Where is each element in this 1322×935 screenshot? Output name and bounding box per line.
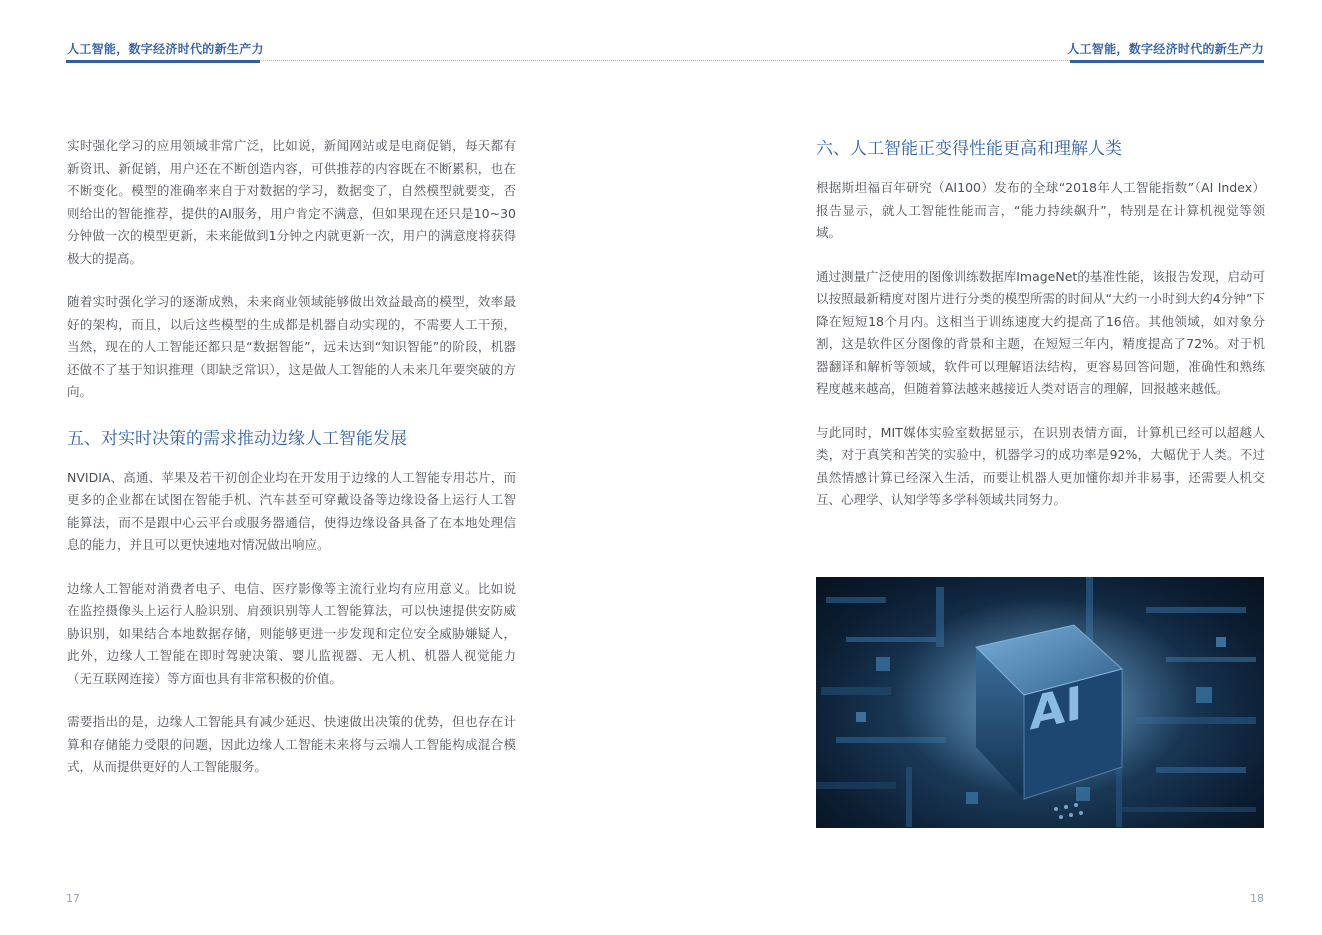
page-number-left: 17: [66, 892, 80, 905]
section-title-6: 六、人工智能正变得性能更高和理解人类: [816, 139, 1122, 159]
left-paragraph-1: 实时强化学习的应用领域非常广泛，比如说，新闻网站或是电商促销，每天都有新资讯、新促销，用户还在不断创造内容，可供推荐的内容既在不断累积，也在不断变化。模型的准确率来自于对数据的学习，数据变了，自然模型就要变，否则给出的智能推荐，提供的AI服务，用户肯定不满意，但如果现在还只是10~30分钟做一次的模型更新，未来能做到1分钟之内就更新一次，用户的满意度将获得极大的提高。: [67, 138, 516, 266]
header-title-left: 人工智能，数字经济时代的新生产力: [67, 42, 264, 56]
header-title-right: 人工智能，数字经济时代的新生产力: [1067, 42, 1264, 56]
left-paragraph-4: 边缘人工智能对消费者电子、电信、医疗影像等主流行业均有应用意义。比如说在监控摄像头上运行人脸识别、肩颈识别等人工智能算法，可以快速提供安防威胁识别，如果结合本地数据存储，则能够更进一步发现和定位安全威胁嫌疑人，此外，边缘人工智能在即时驾驶决策、婴儿监视器、无人机、机器人视觉能力（无互联网连接）等方面也具有非常积极的价值。: [67, 580, 516, 686]
section-title-5: 五、对实时决策的需求推动边缘人工智能发展: [67, 428, 407, 449]
chip-pins: [1054, 803, 1083, 819]
right-paragraph-1: 根据斯坦福百年研究（AI100）发布的全球“2018年人工智能指数”（AI Index）报告显示，就人工智能性能而言，“能力持续飙升”，特别是在计算机视觉等领域。: [816, 180, 1265, 240]
ai-chip-image: [816, 577, 1264, 828]
right-paragraph-2: 通过测量广泛使用的图像训练数据库ImageNet的基准性能，该报告发现，启动可以按照最新精度对图片进行分类的模型所需的时间从“大约一小时到大约4分钟”下降在短短18个月内。这相当于训练速度大约提高了16倍。其他领域，如对象分割，这是软件区分图像的背景和主题，在短短三年内，精度提高了72%。对于机器翻译和解析等领域，软件可以理解语法结构，更容易回答问题，准确性和熟练程度越来越高，但随着算法越来越接近人类对语言的理解，回报越来越低。: [816, 268, 1265, 396]
header-accent-left: [66, 60, 260, 63]
header-accent-right: [1070, 60, 1264, 63]
right-paragraph-3: 与此同时，MIT媒体实验室数据显示，在识别表情方面，计算机已经可以超越人类，对于真笑和苦笑的实验中，机器学习的成功率是92%，大幅优于人类。不过虽然情感计算已经深入生活，而要让机器人更加懂你却并非易事，还需要人机交互、心理学、认知学等多学科领域共同努力。: [816, 424, 1265, 507]
left-page-column: [67, 135, 516, 800]
ai-chip-illustration: [816, 577, 1264, 828]
ai-chip-label: AI: [1029, 675, 1083, 741]
left-paragraph-3: NVIDIA、高通、苹果及若干初创企业均在开发用于边缘的人工智能专用芯片，而更多的企业都在试图在智能手机、汽车甚至可穿戴设备等边缘设备上运行人工智能算法，而不是跟中心云平台或服务器通信，使得边缘设备具备了在本地处理信息的能力，并且可以更快速地对情况做出响应。: [67, 469, 516, 552]
right-page-column: [816, 135, 1265, 533]
left-paragraph-2: 随着实时强化学习的逐渐成熟，未来商业领域能够做出效益最高的模型，效率最好的架构，而且，以后这些模型的生成都是机器自动实现的，不需要人工干预，当然，现在的人工智能还都只是“数据智能”，远未达到“知识智能”的阶段，机器还做不了基于知识推理（即缺乏常识），这是做人工智能的人未来几年要突破的方向。: [67, 294, 516, 399]
left-paragraph-5: 需要指出的是，边缘人工智能具有减少延迟、快速做出决策的优势，但也存在计算和存储能力受限的问题，因此边缘人工智能未来将与云端人工智能构成混合模式，从而提供更好的人工智能服务。: [67, 714, 516, 774]
page-number-right: 18: [1250, 892, 1264, 905]
